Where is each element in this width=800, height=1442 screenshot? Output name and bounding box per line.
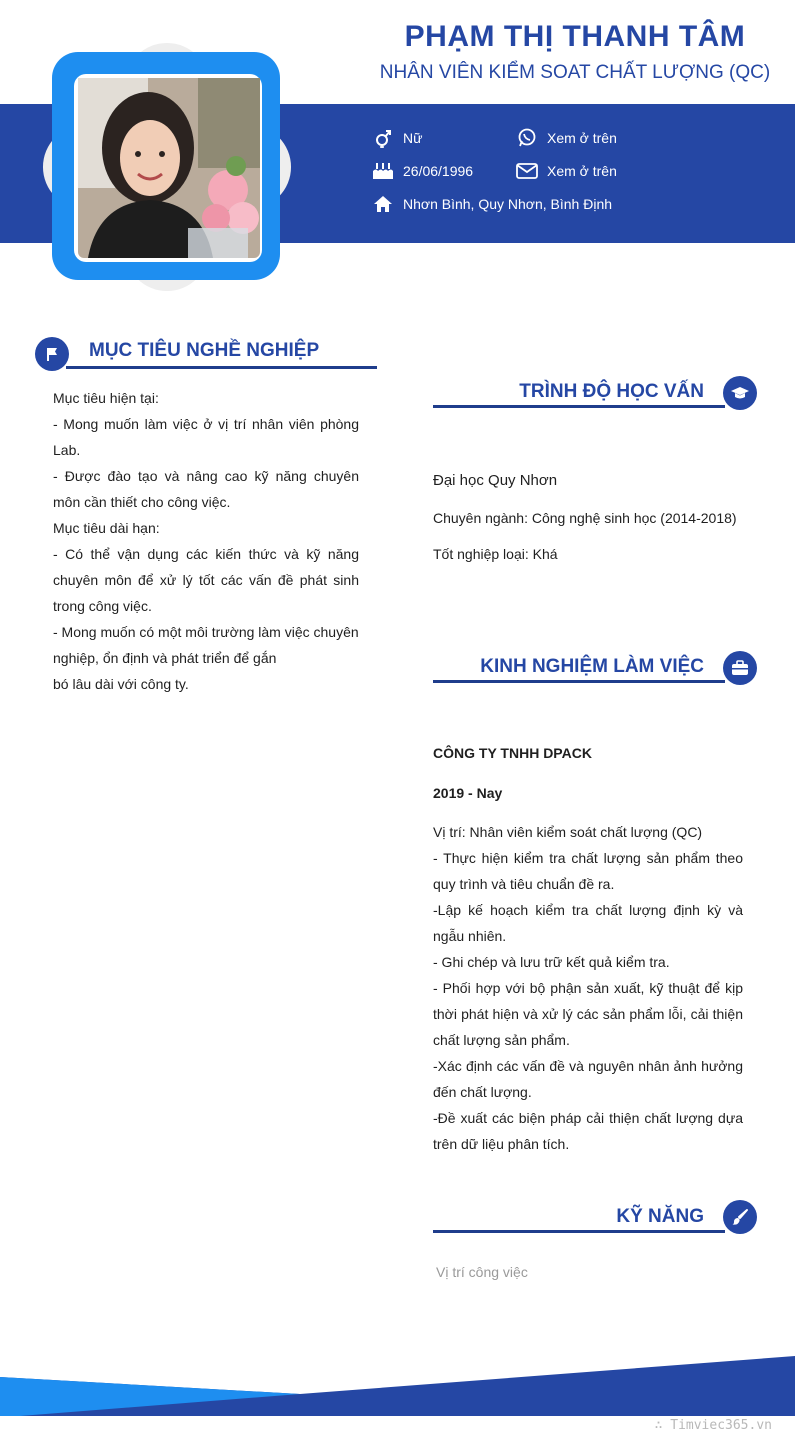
job-title: NHÂN VIÊN KIỂM SOAT CHẤT LƯỢNG (QC) (379, 62, 771, 83)
email-text: Xem ở trên (547, 163, 617, 179)
flag-icon (35, 337, 69, 371)
cake-icon (372, 161, 394, 181)
objective-body (53, 385, 359, 697)
education-school: Đại học Quy Nhơn (433, 472, 558, 489)
avatar (78, 78, 260, 258)
watermark: ∴ Timviec365.vn (654, 1418, 772, 1433)
objective-heading: MỤC TIÊU NGHỀ NGHIỆP (89, 340, 320, 361)
experience-line: -Đề xuất các biện pháp cải thiện chất lượng dựa trên dữ liệu phân tích. (433, 1110, 743, 1152)
briefcase-icon (723, 651, 757, 685)
experience-body (433, 819, 743, 1157)
phone-text: Xem ở trên (547, 130, 617, 146)
experience-line: Vị trí: Nhân viên kiểm soát chất lượng (QC) (433, 824, 703, 840)
paintbrush-icon (723, 1200, 757, 1234)
skills-rule (433, 1230, 725, 1233)
objective-line: Mục tiêu hiện tại: (53, 390, 159, 406)
gender-icon (372, 128, 394, 148)
education-rule (433, 405, 725, 408)
objective-rule (66, 366, 377, 369)
objective-line: bó lâu dài với công ty. (53, 676, 189, 692)
objective-line: Mục tiêu dài hạn: (53, 520, 160, 536)
experience-company: CÔNG TY TNHH DPACK (433, 745, 592, 761)
graduation-cap-icon (723, 376, 757, 410)
envelope-icon (516, 161, 538, 181)
objective-line: - Mong muốn làm việc ở vị trí nhân viên phòng Lab. (53, 416, 359, 458)
candidate-name: PHẠM THỊ THANH TÂM (404, 20, 746, 53)
skills-placeholder: Vị trí công việc (436, 1264, 528, 1280)
gender-text: Nữ (403, 130, 423, 146)
experience-line: -Xác định các vấn đề và nguyên nhân ảnh hưởng đến chất lượng. (433, 1058, 743, 1100)
whatsapp-icon (516, 128, 538, 148)
experience-period: 2019 - Nay (433, 785, 503, 801)
education-grade: Tốt nghiệp loại: Khá (433, 546, 558, 562)
home-icon (372, 194, 394, 214)
skills-heading: KỸ NĂNG (616, 1206, 704, 1227)
objective-line: - Có thể vận dụng các kiến thức và kỹ năng chuyên môn để xử lý tốt các vấn đề phát sinh trong công việc. (53, 546, 359, 614)
email-info (516, 161, 617, 181)
address-text: Nhơn Bình, Quy Nhơn, Bình Định (403, 196, 613, 212)
experience-line: - Phối hợp với bộ phận sản xuất, kỹ thuật để kịp thời phát hiện và xử lý các sản phẩm lỗi, cải thiện chất lượng sản phẩm. (433, 980, 743, 1048)
address-info (372, 194, 612, 214)
experience-line: - Thực hiện kiểm tra chất lượng sản phẩm theo quy trình và tiêu chuẩn đề ra. (433, 850, 743, 892)
experience-rule (433, 680, 725, 683)
experience-line: -Lập kế hoạch kiểm tra chất lượng định kỳ và ngẫu nhiên. (433, 902, 743, 944)
experience-heading: KINH NGHIỆM LÀM VIỆC (480, 656, 704, 677)
experience-line: - Ghi chép và lưu trữ kết quả kiểm tra. (433, 954, 670, 970)
objective-line: - Mong muốn có một môi trường làm việc chuyên nghiệp, ổn định và phát triển để gắn (53, 624, 359, 666)
education-heading: TRÌNH ĐỘ HỌC VẤN (519, 381, 704, 402)
gender-info (372, 128, 422, 148)
objective-line: - Được đào tạo và nâng cao kỹ năng chuyên môn cần thiết cho công việc. (53, 468, 359, 510)
footer-decoration (0, 1352, 800, 1418)
birthday-info (372, 161, 473, 181)
phone-info (516, 128, 617, 148)
birthday-text: 26/06/1996 (403, 163, 474, 179)
education-major: Chuyên ngành: Công nghệ sinh học (2014-2018) (433, 510, 737, 526)
